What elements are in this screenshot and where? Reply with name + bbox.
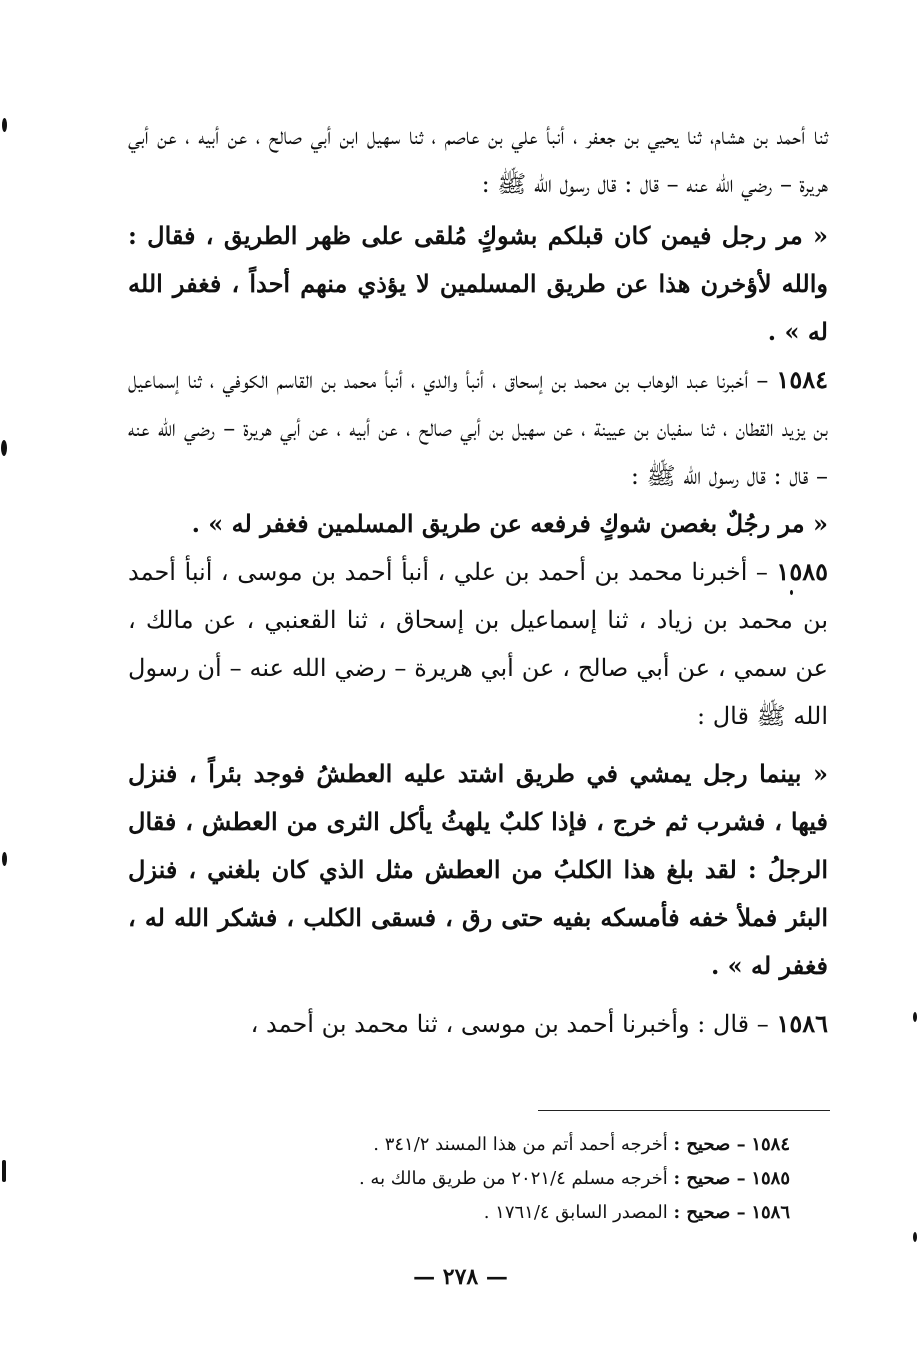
paragraph-isnad-1 — [128, 112, 828, 208]
footnote-grade: – صحيح : — [673, 1202, 746, 1223]
footnote-separator — [538, 1110, 830, 1111]
scan-mark — [2, 1160, 6, 1182]
hadith-number: ١٥٨٥ — [776, 557, 828, 586]
footnote-number: ١٥٨٦ — [751, 1202, 790, 1223]
paragraph-text: – قال : وأخبرنا أحمد بن موسى ، ثنا محمد بن أحمد ، — [250, 1010, 769, 1038]
scan-mark — [913, 1012, 917, 1022]
hadith-number: ١٥٨٤ — [776, 365, 828, 394]
scan-mark — [790, 590, 793, 595]
main-text — [128, 112, 828, 1048]
scan-mark — [913, 1232, 917, 1242]
paragraph-text: « مر رجل فيمن كان قبلكم بشوكٍ مُلقى على ظهر الطريق ، فقال : والله لأؤخرن هذا عن طريق المسلمين لا يؤذي منهم أحداً ، فغفر الله له » . — [128, 221, 828, 346]
footnote-1584 — [128, 1128, 790, 1162]
footnote-1586 — [128, 1196, 790, 1230]
scan-mark — [2, 852, 7, 866]
paragraph-text: « مر رجُلٌ بغصن شوكٍ فرفعه عن طريق المسلمين فغفر له » . — [191, 509, 828, 538]
paragraph-text: – أخبرنا محمد بن أحمد بن علي ، أنبأ أحمد بن موسى ، أنبأ أحمد بن محمد بن زياد ، ثنا إسماعيل بن إسحاق ، ثنا القعنبي ، عن مالك ، عن سمي ، عن أبي صالح ، عن أبي هريرة – رضي الله عنه – أن رسول الله ﷺ قال : — [128, 558, 828, 730]
paragraph-1585 — [128, 548, 828, 740]
scan-mark — [2, 118, 7, 132]
paragraph-hadith-1585 — [128, 750, 828, 990]
footnote-1585 — [128, 1162, 790, 1196]
footnote-number: ١٥٨٤ — [751, 1134, 790, 1155]
paragraph-1586 — [128, 1000, 828, 1048]
paragraph-1584 — [128, 356, 828, 500]
footnote-grade: – صحيح : — [673, 1134, 746, 1155]
scan-mark — [1, 440, 7, 456]
footnote-text: أخرجه مسلم ٢٠٢١/٤ من طريق مالك به . — [358, 1168, 668, 1189]
footnotes — [128, 1128, 790, 1230]
footnote-number: ١٥٨٥ — [751, 1168, 790, 1189]
paragraph-text: ثنا أحمد بن هشام، ثنا يحيي بن جعفر ، أنبأ علي بن عاصم ، ثنا سهيل ابن أبي صالح ، عن أبيه ، عن أبي هريرة – رضي الله عنه – قال : قال رسول الله ﷺ : — [128, 122, 828, 198]
page-number: — ٢٧٨ — — [413, 1264, 508, 1290]
footnote-text: المصدر السابق ١٧٦١/٤ . — [483, 1202, 668, 1223]
paragraph-hadith-1 — [128, 212, 828, 356]
hadith-number: ١٥٨٦ — [776, 1009, 828, 1038]
paragraph-text: « بينما رجل يمشي في طريق اشتد عليه العطشُ فوجد بئراً ، فنزل فيها ، فشرب ثم خرج ، فإذا كلبٌ يلهثُ يأكل الثرى من العطش ، فقال الرجلُ : لقد بلغ هذا الكلبُ من العطش مثل الذي كان بلغني ، فنزل البئر فملأ خفه فأمسكه بفيه حتى رق ، فسقى الكلب ، فشكر الله له ، فغفر له » . — [128, 759, 828, 980]
footnote-text: أخرجه أحمد أتم من هذا المسند ٣٤١/٢ . — [373, 1134, 668, 1155]
paragraph-hadith-1584 — [128, 500, 828, 548]
paragraph-text: – أخبرنا عبد الوهاب بن محمد بن إسحاق ، أنبأ والدي ، أنبأ محمد بن القاسم الكوفي ، ثنا إسماعيل بن يزيد القطان ، ثنا سفيان بن عيينة ، عن سهيل بن أبي صالح ، عن أبيه ، عن أبي هريرة – رضي الله عنه – قال : قال رسول الله ﷺ : — [128, 366, 828, 490]
footnote-grade: – صحيح : — [673, 1168, 746, 1189]
